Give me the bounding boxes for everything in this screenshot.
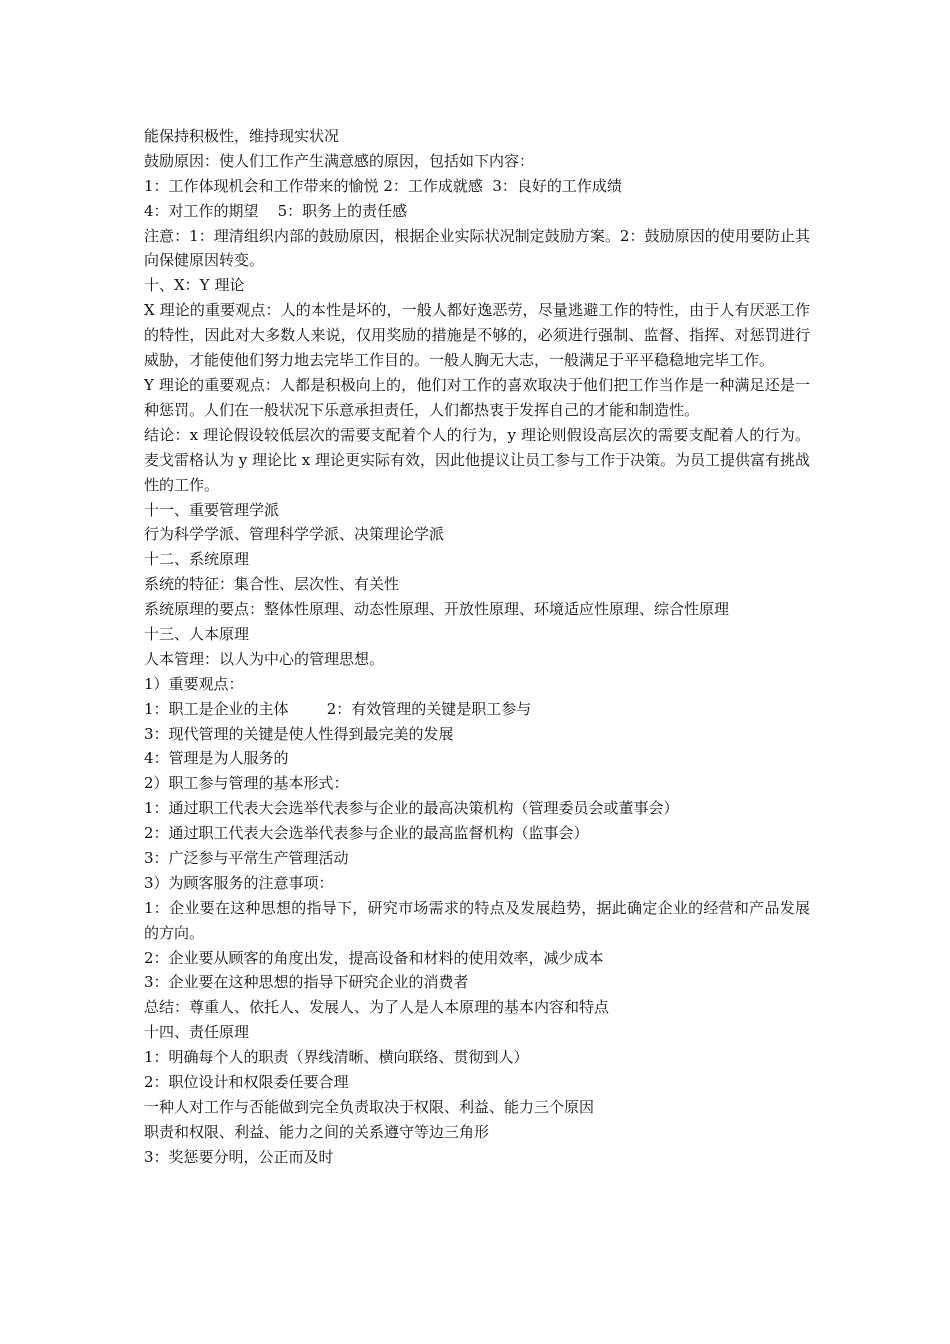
text-line: 行为科学学派、管理科学学派、决策理论学派 [144, 525, 445, 544]
text-line: 1：通过职工代表大会选举代表参与企业的最高决策机构（管理委员会或董事会） [144, 799, 679, 818]
text-line: 总结：尊重人、依托人、发展人、为了人是人本原理的基本内容和特点 [144, 998, 610, 1017]
text-line: 人本管理：以人为中心的管理思想。 [144, 649, 385, 668]
text-line: 3：奖惩要分明，公正而及时 [144, 1147, 334, 1166]
text-line: 一种人对工作与否能做到完全负责取决于权限、利益、能力三个原因 [144, 1097, 595, 1116]
text-line: 1：明确每个人的职责（界线清晰、横向联络、贯彻到人） [144, 1048, 529, 1067]
section-heading: 十四、责任原理 [144, 1023, 250, 1042]
text-paragraph: X 理论的重要观点：人的本性是坏的，一般人都好逸恶劳，尽量逃避工作的特性，由于人有厌恶工作的特性，因此对大多数人来说，仅用奖励的措施是不够的，必须进行强制、监督、指挥、对惩罚进行威胁，才能使他们努力地去完毕工作目的。一般人胸无大志，一般满足于平平稳稳地完毕工作。 [144, 301, 810, 370]
text-line: 4：管理是为人服务的 [144, 749, 289, 768]
text-line: 3：现代管理的关键是使人性得到最完美的发展 [144, 724, 454, 743]
text-paragraph: 1：企业要在这种思想的指导下，研究市场需求的特点及发展趋势，据此确定企业的经营和产品发展的方向。 [144, 898, 810, 942]
text-line: 2：职位设计和权限委任要合理 [144, 1073, 349, 1092]
section-heading: 十三、人本原理 [144, 624, 250, 643]
text-line: 3：广泛参与平常生产管理活动 [144, 848, 349, 867]
text-paragraph: 结论：x 理论假设较低层次的需要支配着个人的行为，y 理论则假设高层次的需要支配着人的行为。麦戈雷格认为 y 理论比 x 理论更实际有效，因此他提议让员工参与工作于决策。为员工提供富有挑战性的工作。 [144, 425, 810, 494]
text-line: 2：企业要从顾客的角度出发，提高设备和材料的使用效率，减少成本 [144, 948, 604, 967]
text-line: 鼓励原因：使人们工作产生满意感的原因，包括如下内容： [144, 151, 535, 170]
text-line: 3：企业要在这种思想的指导下研究企业的消费者 [144, 973, 469, 992]
section-heading: 十、X：Y 理论 [144, 276, 245, 295]
text-line: 能保持积极性，维持现实状况 [144, 127, 340, 145]
text-line: 系统原理的要点：整体性原理、动态性原理、开放性原理、环境适应性原理、综合性原理 [144, 600, 730, 619]
text-line: 2）职工参与管理的基本形式： [144, 774, 349, 793]
text-line: 3）为顾客服务的注意事项： [144, 873, 334, 892]
text-line: 1：职工是企业的主体 2：有效管理的关键是职工参与 [144, 699, 532, 718]
text-line: 4：对工作的期望 5：职务上的责任感 [144, 201, 408, 220]
text-paragraph: Y 理论的重要观点：人都是积极向上的，他们对工作的喜欢取决于他们把工作当作是一种满足还是一种惩罚。人们在一般状况下乐意承担责任，人们都热衷于发挥自己的才能和制造性。 [144, 375, 810, 419]
text-line: 系统的特征：集合性、层次性、有关性 [144, 575, 400, 594]
text-paragraph: 注意：1：理清组织内部的鼓励原因，根据企业实际状况制定鼓励方案。2：鼓励原因的使用要防止其向保健原因转变。 [144, 226, 810, 270]
section-heading: 十一、重要管理学派 [144, 500, 280, 519]
text-line: 职责和权限、利益、能力之间的关系遵守等边三角形 [144, 1122, 490, 1141]
text-line: 1）重要观点： [144, 674, 244, 693]
document-body [144, 124, 810, 1170]
section-heading: 十二、系统原理 [144, 550, 250, 569]
text-line: 2：通过职工代表大会选举代表参与企业的最高监督机构（监事会） [144, 824, 589, 843]
text-line: 1：工作体现机会和工作带来的愉悦 2：工作成就感 3：良好的工作成绩 [144, 176, 622, 195]
